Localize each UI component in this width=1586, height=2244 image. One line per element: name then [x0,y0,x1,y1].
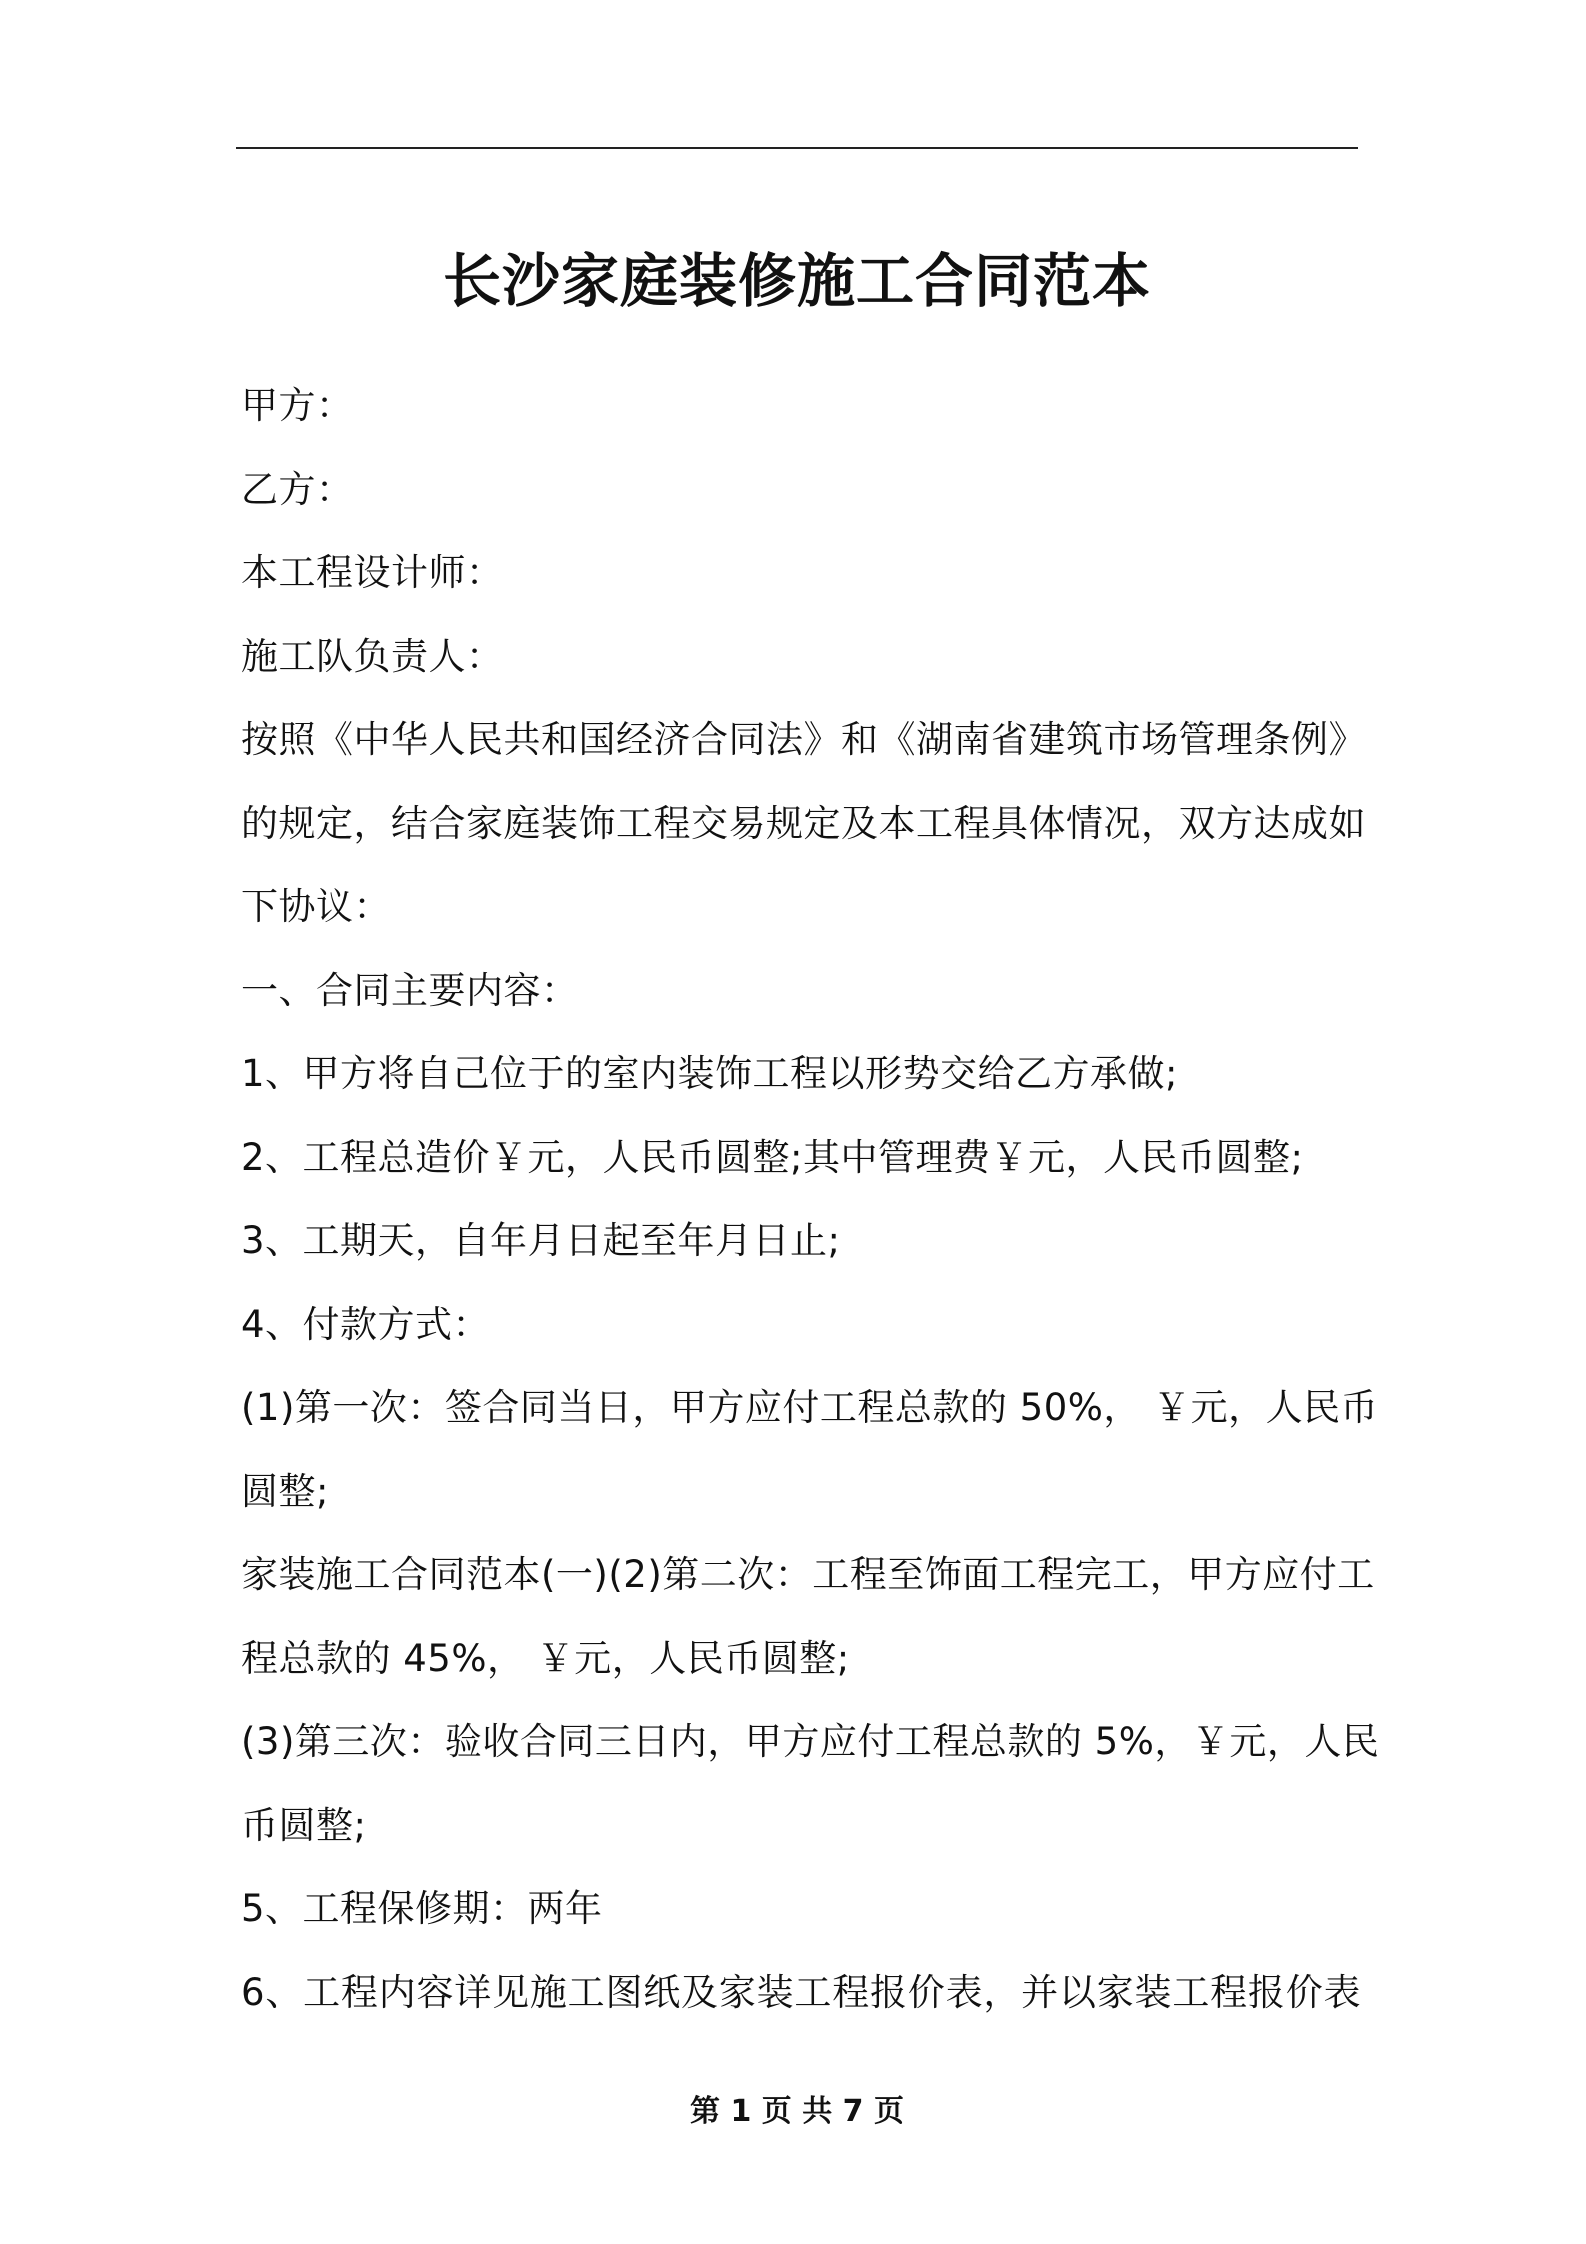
party-b-line: 乙方： [241,467,354,511]
paragraph-line: 的规定，结合家庭装饰工程交易规定及本工程具体情况，双方达成如 [241,801,1366,845]
header-rule [236,147,1358,149]
clause-item: 2、工程总造价￥元，人民币圆整;其中管理费￥元，人民币圆整; [241,1135,1304,1179]
payment-item: (3)第三次：验收合同三日内，甲方应付工程总款的 5%，￥元，人民 [241,1720,1380,1763]
page-number: 第 1 页 共 7 页 [690,2094,904,2129]
designer-line: 本工程设计师： [241,551,504,594]
party-a-line: 甲方： [241,384,354,427]
payment-item: 圆整; [241,1469,329,1513]
payment-item: 家装施工合同范本(一)(2)第二次：工程至饰面工程完工，甲方应付工 [241,1553,1375,1596]
clause-item: 6、工程内容详见施工图纸及家装工程报价表，并以家装工程报价表 [241,1970,1361,2014]
paragraph-line: 下协议： [241,885,391,928]
payment-item: (1)第一次：签合同当日，甲方应付工程总款的 50%， ￥元，人民币 [241,1386,1379,1429]
clause-item: 4、付款方式： [241,1302,491,1346]
paragraph-line: 按照《中华人民共和国经济合同法》和《湖南省建筑市场管理条例》 [241,718,1366,761]
payment-item: 币圆整; [241,1803,367,1847]
clause-item: 1、甲方将自己位于的室内装饰工程以形势交给乙方承做; [241,1052,1179,1095]
document-title: 长沙家庭装修施工合同范本 [442,246,1151,315]
section-heading: 一、合同主要内容： [241,968,579,1012]
document-body [241,364,1380,2034]
payment-item: 程总款的 45%， ￥元，人民币圆整; [241,1636,850,1680]
clause-item: 5、工程保修期：两年 [241,1887,603,1930]
clause-item: 3、工期天，自年月日起至年月日止; [241,1219,841,1262]
team-leader-line: 施工队负责人： [241,634,504,678]
